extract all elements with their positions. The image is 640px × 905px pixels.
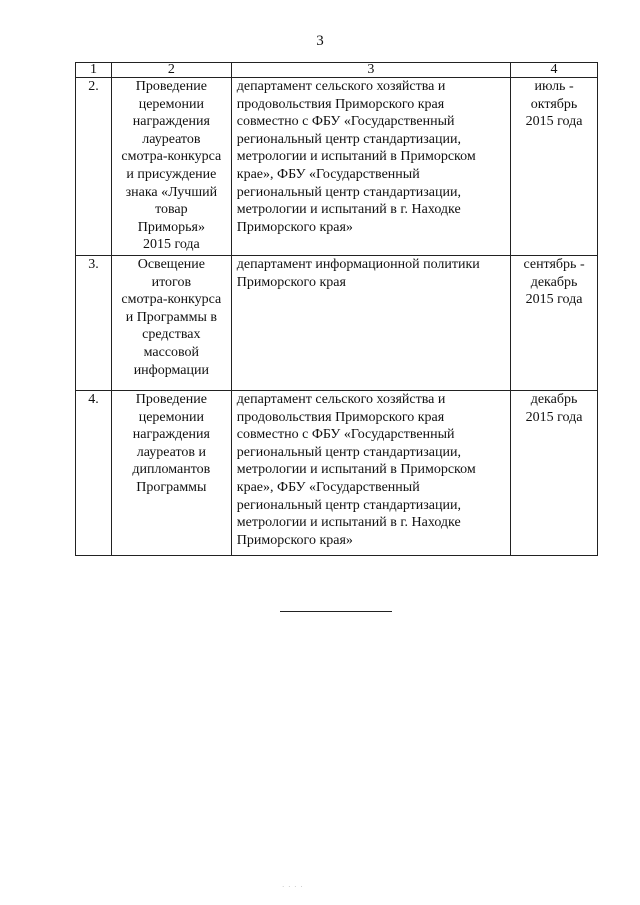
event-line: лауреатов <box>142 131 201 147</box>
event-line: товар <box>155 202 188 218</box>
event-cell <box>111 391 231 556</box>
row-number: 3. <box>76 256 112 391</box>
event-line: Проведение <box>135 392 207 407</box>
event-line: Приморья» <box>137 219 205 235</box>
event-line: и присуждение <box>126 166 217 182</box>
table-header-row <box>76 63 598 78</box>
row-number: 2. <box>76 78 112 256</box>
event-line: лауреатов и <box>136 444 206 460</box>
event-line: дипломантов <box>132 462 211 478</box>
event-cell <box>111 78 231 256</box>
term-cell <box>511 391 598 556</box>
term-line: сентябрь - <box>523 257 585 272</box>
term-line: 2015 года <box>525 409 583 425</box>
table-row <box>76 78 598 256</box>
table-row <box>76 256 598 391</box>
end-of-document-line <box>280 611 392 612</box>
term-line: 2015 года <box>525 114 583 130</box>
event-line: итогов <box>151 274 192 290</box>
event-line: награждения <box>132 427 210 443</box>
event-line: Программы <box>136 479 207 495</box>
term-line: июль - <box>534 79 574 94</box>
column-header: 2 <box>111 63 231 78</box>
term-cell <box>511 256 598 391</box>
event-line: церемонии <box>138 96 204 112</box>
event-line: Проведение <box>135 79 207 94</box>
event-line: средствах <box>142 327 201 343</box>
table-row <box>76 391 598 556</box>
column-header: 3 <box>231 63 510 78</box>
table-body <box>76 78 598 556</box>
executor-cell: департамент информационной политики Приморского края <box>231 256 510 391</box>
event-line: знака «Лучший <box>125 184 218 200</box>
event-line: 2015 года <box>142 237 200 253</box>
page-number: 3 <box>316 33 324 49</box>
event-line: и Программы в <box>125 309 217 325</box>
event-cell <box>111 256 231 391</box>
term-line: октябрь <box>530 96 578 112</box>
term-line: 2015 года <box>525 292 583 308</box>
event-line: награждения <box>132 114 210 130</box>
event-line: информации <box>133 362 209 378</box>
column-header: 4 <box>511 63 598 78</box>
event-line: смотра-конкурса <box>121 292 222 308</box>
event-line: церемонии <box>138 409 204 425</box>
executor-cell: департамент сельского хозяйства и продовольствия Приморского края совместно с ФБУ «Государственный региональный центр стандартизации, метрологии и испытаний в Приморском крае», ФБУ «Государственный региональный центр стандартизации, метрологии и испытаний в г. Находке Приморского края» <box>231 78 510 256</box>
event-line: массовой <box>143 344 200 360</box>
footer-mark: · · · · <box>282 883 304 891</box>
term-cell <box>511 78 598 256</box>
column-header: 1 <box>76 63 112 78</box>
term-line: декабрь <box>530 392 578 407</box>
activities-table <box>75 62 598 556</box>
row-number: 4. <box>76 391 112 556</box>
term-line: декабрь <box>530 274 578 290</box>
executor-cell: департамент сельского хозяйства и продовольствия Приморского края совместно с ФБУ «Государственный региональный центр стандартизации, метрологии и испытаний в Приморском крае», ФБУ «Государственный региональный центр стандартизации, метрологии и испытаний в г. Находке Приморского края» <box>231 391 510 556</box>
event-line: Освещение <box>137 257 205 272</box>
event-line: смотра-конкурса <box>121 149 222 165</box>
